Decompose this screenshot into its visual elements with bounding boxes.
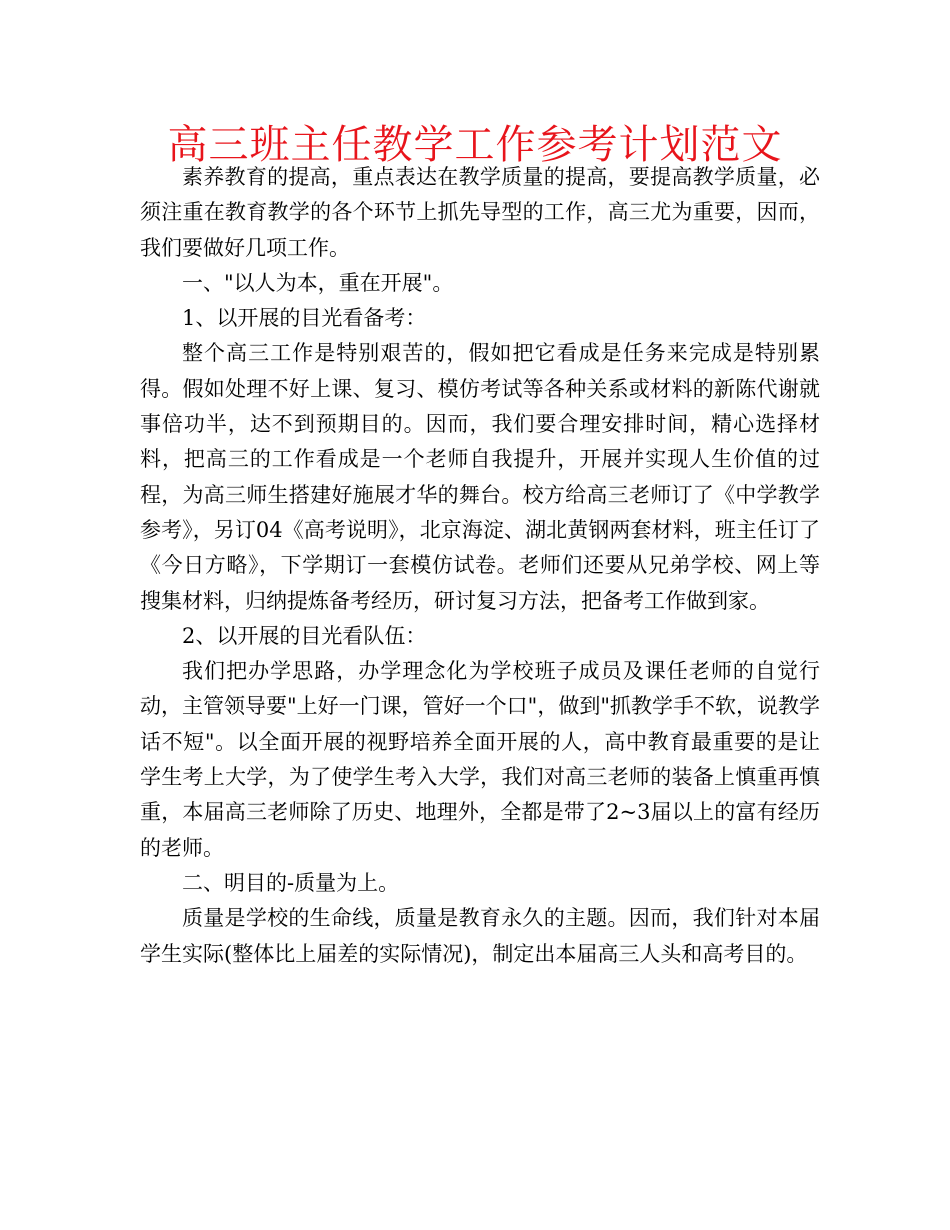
- subsection-heading-1-2: 2、以开展的目光看队伍：: [182, 623, 427, 648]
- paragraph-teaching-team: 我们把办学思路，办学理念化为学校班子成员及课任老师的自觉行动，主管领导要"上好一门课，管好一个口"，做到"抓教学手不软，说教学话不短"。以全面开展的视野培养全面开展的人，高中教育最重要的是让学生考上大学，为了使学生考入大学，我们对高三老师的装备上慎重再慎重，本届高三老师除了历史、地理外，全都是带了2~3届以上的富有经历的老师。: [140, 659, 820, 860]
- paragraph-intro: 素养教育的提高，重点表达在教学质量的提高，要提高教学质量，必须注重在教育教学的各个环节上抓先导型的工作，高三尤为重要，因而，我们要做好几项工作。: [140, 165, 820, 260]
- section-heading-2: 二、明目的-质量为上。: [182, 870, 400, 895]
- document-body: [140, 160, 820, 972]
- paragraph-exam-preparation: 整个高三工作是特别艰苦的，假如把它看成是任务来完成是特别累得。假如处理不好上课、复习、模仿考试等各种关系或材料的新陈代谢就事倍功半，达不到预期目的。因而，我们要合理安排时间，精心选择材料，把高三的工作看成是一个老师自我提升，开展并实现人生价值的过程，为高三师生搭建好施展才华的舞台。校方给高三老师订了《中学教学参考》，另订04《高考说明》，北京海淀、湖北黄钢两套材料，班主任订了《今日方略》，下学期订一套模仿试卷。老师们还要从兄弟学校、网上等搜集材料，归纳提炼备考经历，研讨复习方法，把备考工作做到家。: [140, 341, 820, 613]
- document-title: 高三班主任教学工作参考计划范文: [167, 122, 783, 168]
- section-heading-1: 一、"以人为本，重在开展"。: [182, 270, 454, 295]
- paragraph-quality: 质量是学校的生命线，质量是教育永久的主题。因而，我们针对本届学生实际(整体比上届差的实际情况)，制定出本届高三人头和高考目的。: [140, 906, 820, 966]
- subsection-heading-1-1: 1、以开展的目光看备考：: [182, 306, 427, 331]
